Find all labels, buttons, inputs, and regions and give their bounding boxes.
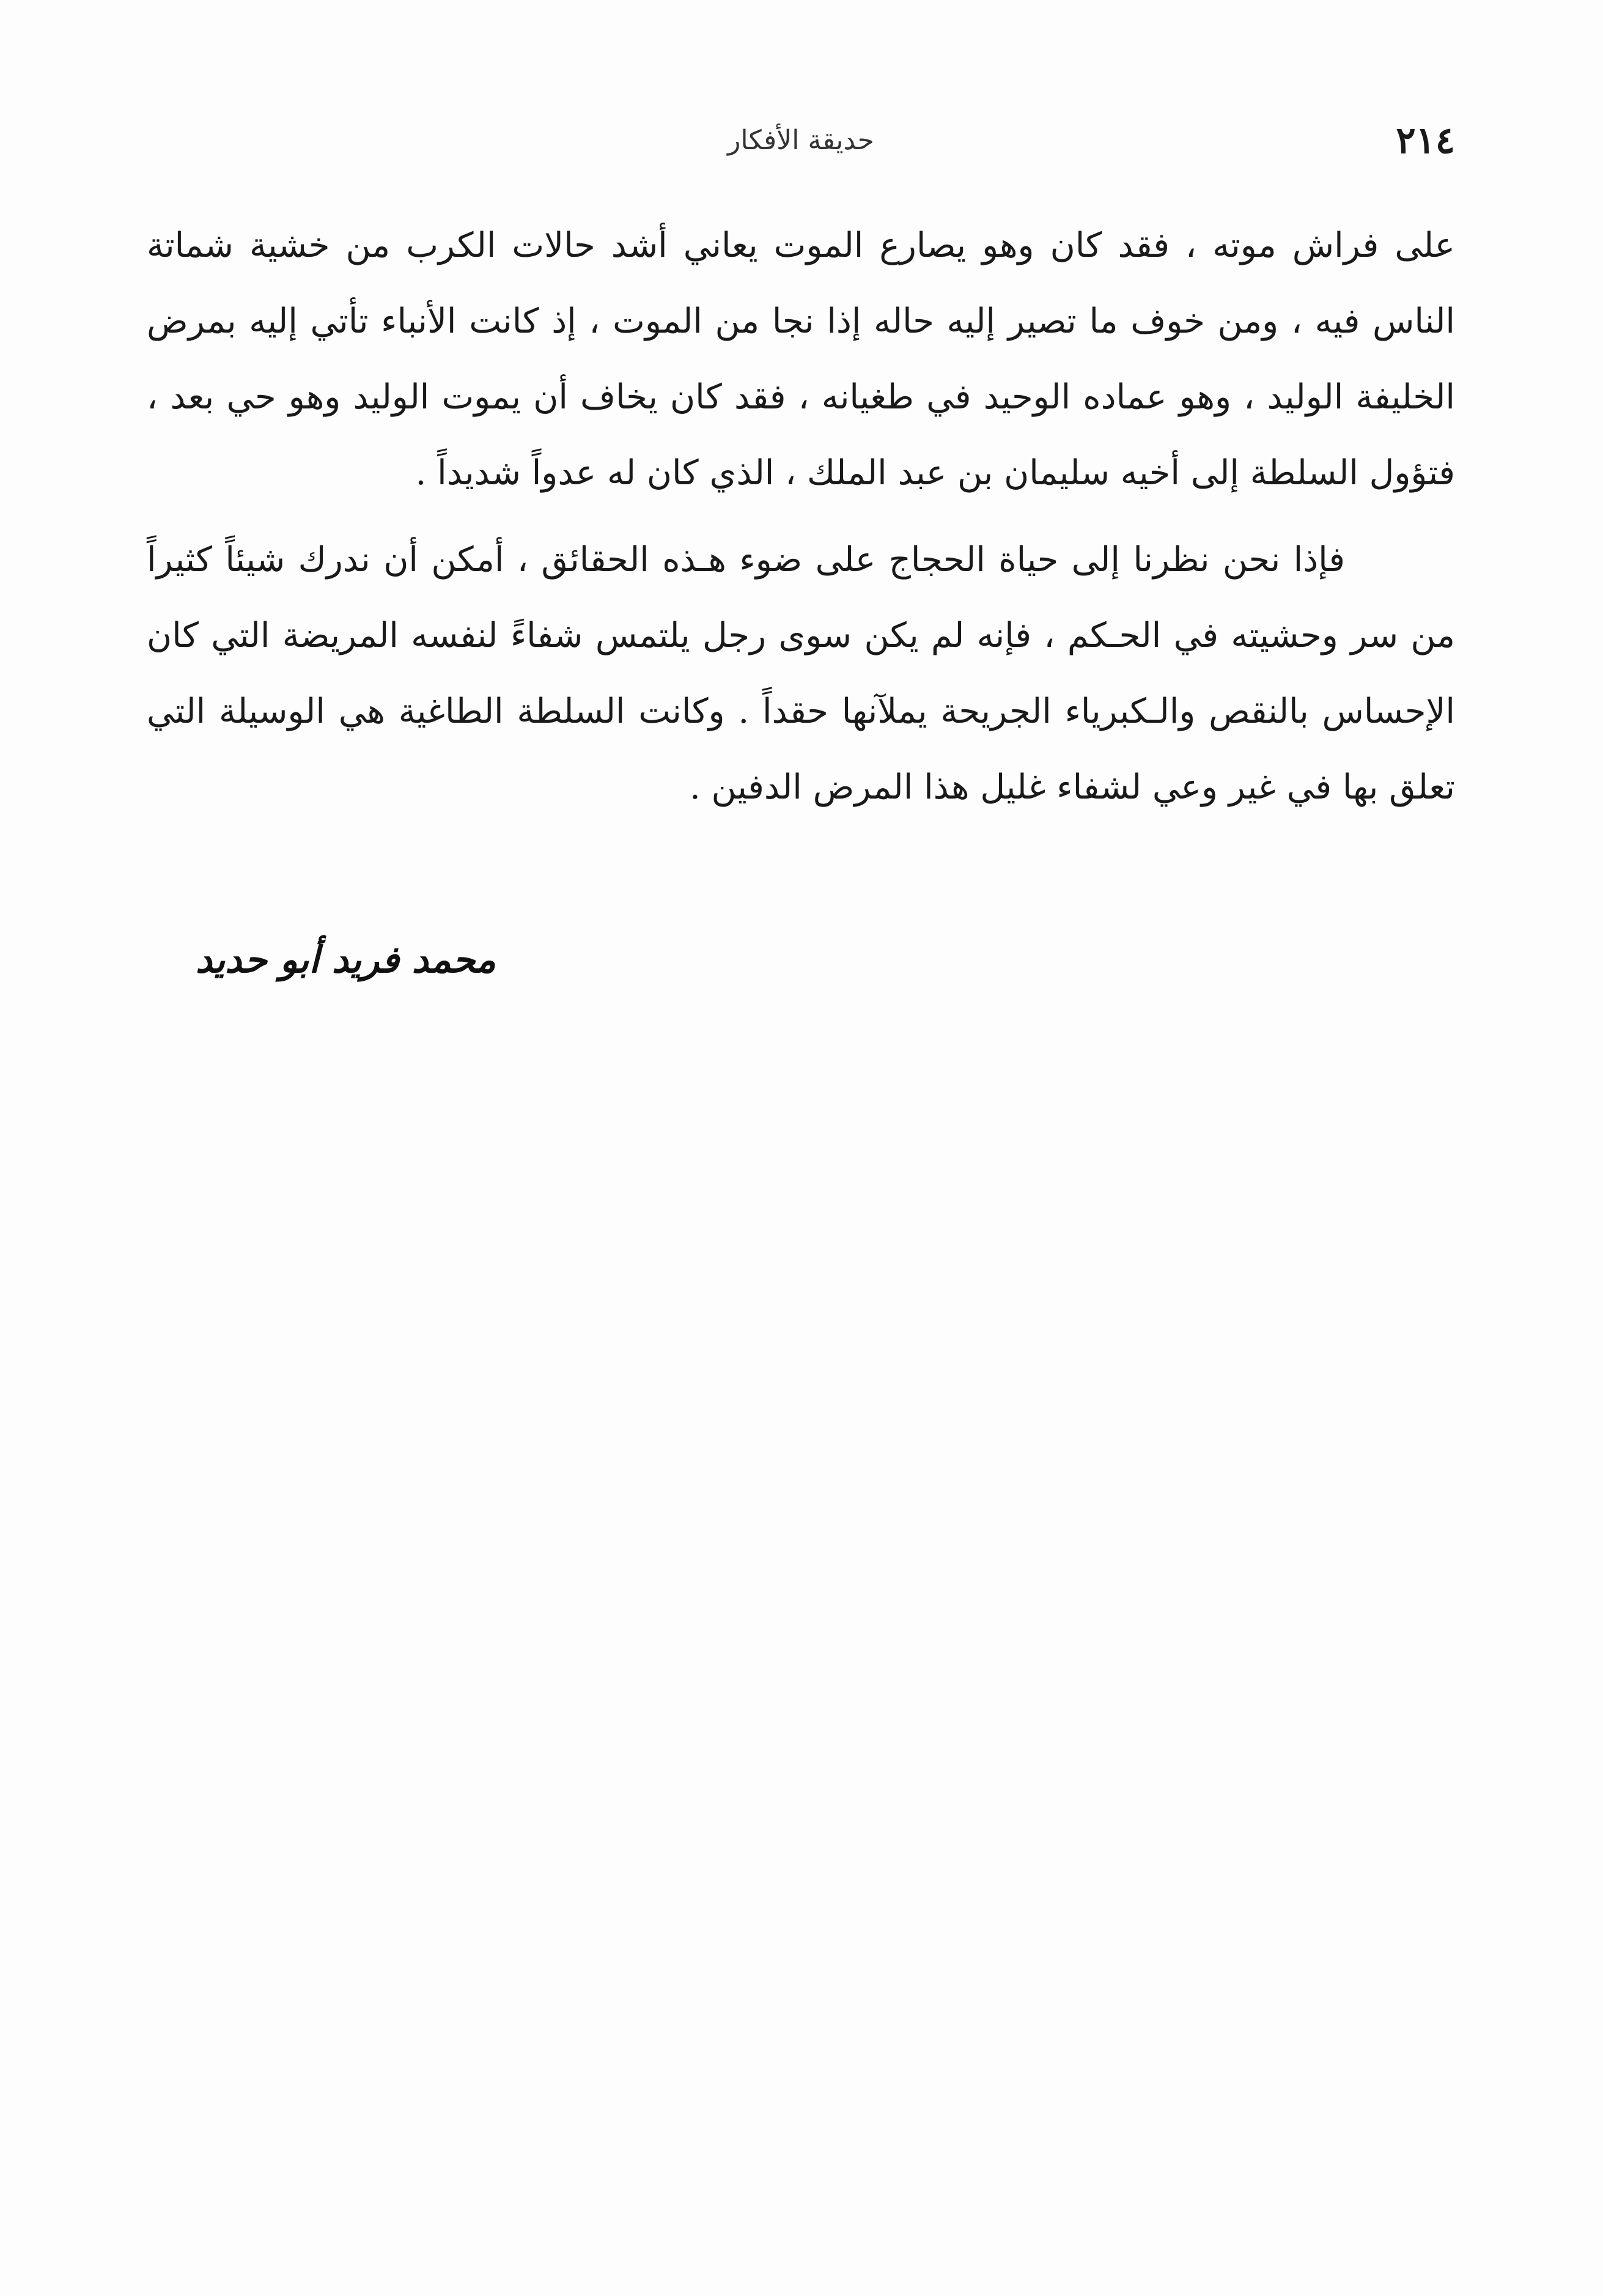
running-title: حديقة الأفكار [728, 125, 874, 156]
page-number: ٢١٤ [1396, 119, 1455, 162]
body-text [147, 208, 1455, 836]
paragraph-2: فإذا نحن نظرنا إلى حياة الحجاج على ضوء هـذه الحقائق ، أمكن أن ندرك شيئاً كثيراً من سر وحشيته في الحـكم ، فإنه لم يكن سوى رجل يلتمس شفاءً لنفسه المريضة التي كان الإحساس بالنقص والـكبرياء الجريحة يملآنها حقداً . وكانت السلطة الطاغية هي الوسيلة التي تعلق بها في غير وعي لشفاء غليل هذا المرض الدفين . [147, 540, 1455, 807]
page-header [147, 110, 1455, 171]
author-signature: محمد فريد أبو حديد [196, 939, 496, 981]
paragraph-1: على فراش موته ، فقد كان وهو يصارع الموت يعاني أشد حالات الكرب من خشية شماتة الناس فيه ، ومن خوف ما تصير إليه حاله إذا نجا من الموت ، إذ كانت الأنباء تأتي إليه بمرض الخليفة الوليد ، وهو عماده الوحيد في طغيانه ، فقد كان يخاف أن يموت الوليد وهو حي بعد ، فتؤول السلطة إلى أخيه سليمان بن عبد الملك ، الذي كان له عدواً شديداً . [147, 226, 1455, 493]
